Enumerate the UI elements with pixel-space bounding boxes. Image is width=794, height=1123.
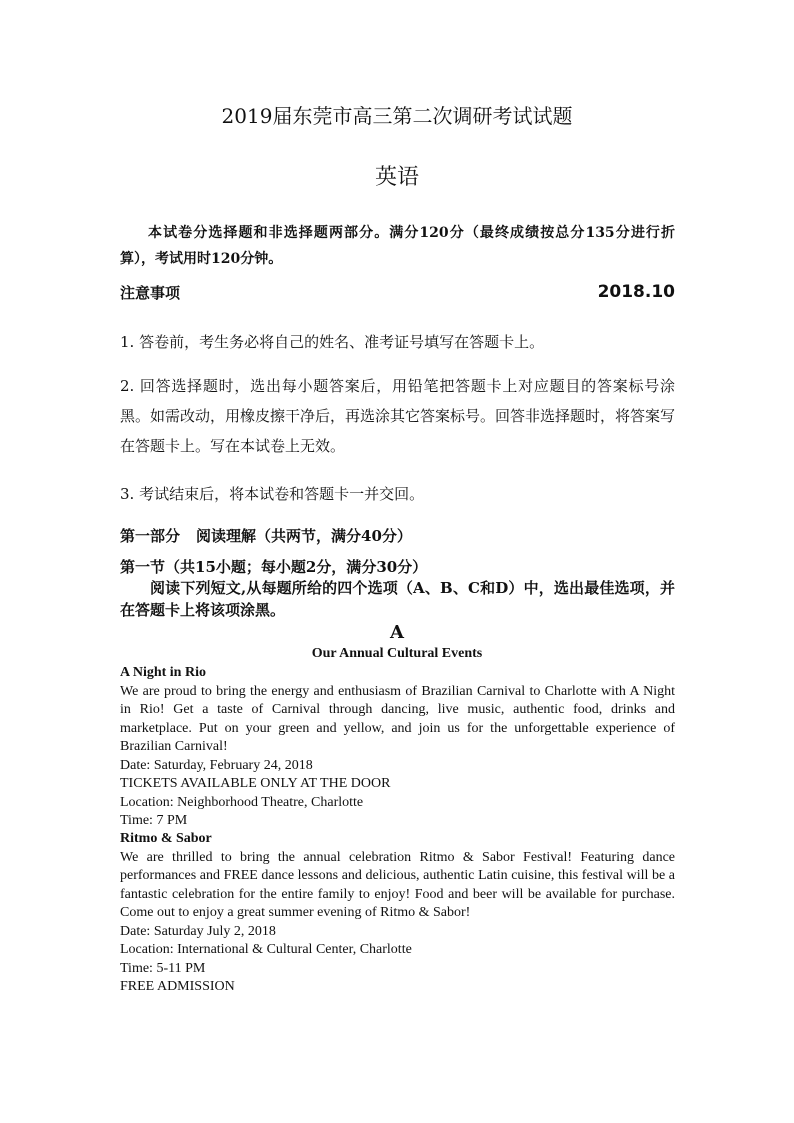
exam-intro: 本试卷分选择题和非选择题两部分。满分120分（最终成绩按总分135分进行折算），考试用时120分钟。 bbox=[120, 225, 675, 267]
notes-header bbox=[120, 282, 675, 303]
section-one-heading: 第一节（共15小题；每小题2分，满分30分） bbox=[120, 558, 428, 576]
passage-title: Our Annual Cultural Events bbox=[311, 646, 483, 661]
event-location: Location: Neighborhood Theatre, Charlotte bbox=[120, 794, 364, 810]
event-description: We are proud to bring the energy and enthusiasm of Brazilian Carnival to Charlotte with A Night in Rio! Get a taste of Carnival through dancing, live music, authentic food, drinks and marketplace. Put on your green and yellow, and join us for the unforgettable experience of Brazilian Carnival! bbox=[120, 683, 675, 754]
event-date: Date: Saturday July 2, 2018 bbox=[120, 923, 276, 939]
part-one-heading bbox=[120, 525, 675, 546]
event-location: Location: International & Cultural Center, Charlotte bbox=[120, 942, 412, 957]
note-item-2: 2. 回答选择题时，选出每小题答案后，用铅笔把答题卡上对应题目的答案标号涂黑。如需改动，用橡皮擦干净后，再选涂其它答案标号。回答非选择题时，将答案写在答题卡上。写在本试卷上无效。 bbox=[120, 377, 676, 455]
event-description: We are thrilled to bring the annual celebration Ritmo & Sabor Festival! Featuring dance performances and FREE dance lessons and delicious, authentic Latin cuisine, this festival will be a fantastic celebration for the entire family to enjoy! Food and beer will be available for purchase. Come out to enjoy a great summer evening of Ritmo & Sabor! bbox=[120, 849, 675, 920]
event-ritmo-sabor bbox=[120, 830, 675, 997]
event-a-night-in-rio bbox=[120, 664, 675, 831]
subject-title: 英语 bbox=[374, 165, 419, 190]
event-name: Ritmo & Sabor bbox=[120, 831, 212, 846]
notes-heading: 注意事项 bbox=[120, 284, 181, 302]
event-admission: FREE ADMISSION bbox=[120, 979, 235, 994]
part-one-label: 第一部分 bbox=[120, 527, 181, 545]
passage-letter: A bbox=[390, 622, 404, 643]
event-date: Date: Saturday, February 24, 2018 bbox=[120, 757, 313, 773]
event-time: Time: 7 PM bbox=[120, 813, 188, 828]
exam-title: 2019届东莞市高三第二次调研考试试题 bbox=[221, 104, 573, 128]
event-tickets: TICKETS AVAILABLE ONLY AT THE DOOR bbox=[120, 776, 391, 791]
event-name: A Night in Rio bbox=[120, 665, 206, 680]
note-item-3: 3. 考试结束后，将本试卷和答题卡一并交回。 bbox=[120, 485, 425, 503]
part-one-title: 阅读理解（共两节，满分40分） bbox=[196, 527, 412, 545]
event-time: Time: 5-11 PM bbox=[120, 960, 206, 976]
note-item-1: 1. 答卷前，考生务必将自己的姓名、准考证号填写在答题卡上。 bbox=[120, 333, 545, 351]
exam-date: 2018.10 bbox=[597, 282, 675, 302]
reading-instruction: 阅读下列短文,从每题所给的四个选项（A、B、C和D）中，选出最佳选项，并在答题卡上将该项涂黑。 bbox=[120, 579, 675, 619]
